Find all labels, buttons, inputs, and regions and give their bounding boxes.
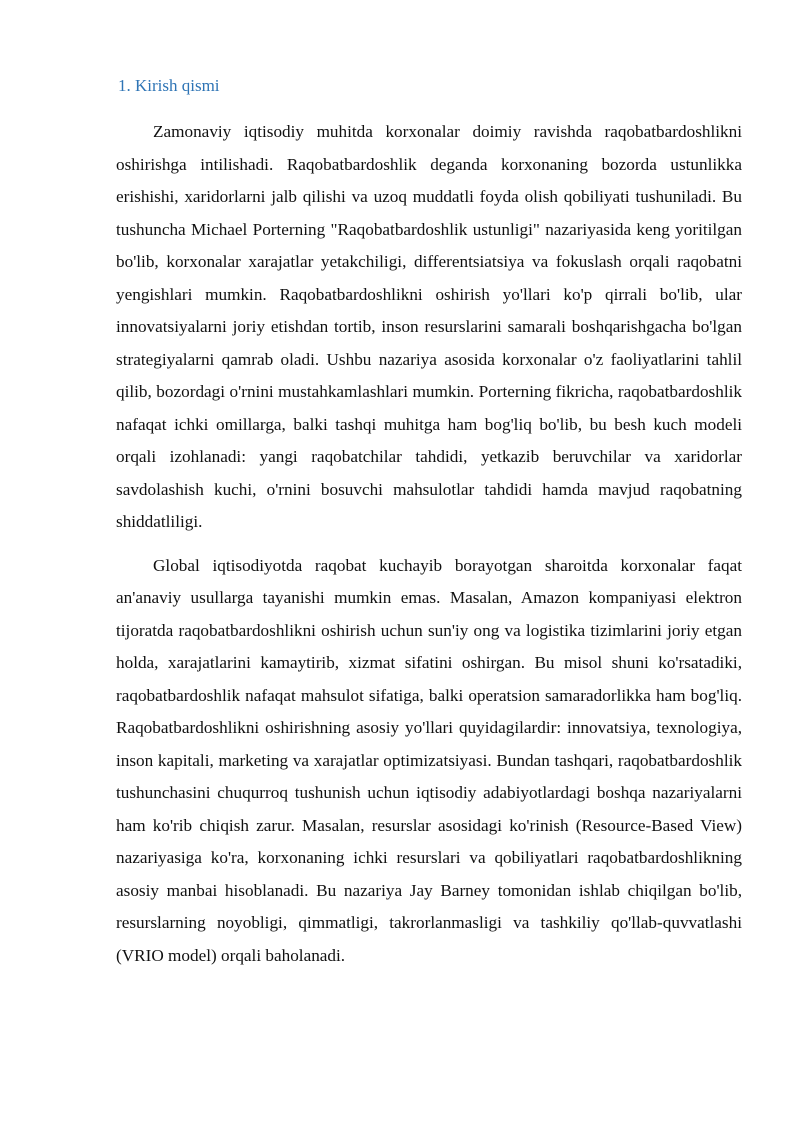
paragraph-intro: Zamonaviy iqtisodiy muhitda korxonalar doimiy ravishda raqobatbardoshlikni oshirishga intilishadi. Raqobatbardoshlik deganda korxonaning bozorda ustunlikka erishishi, xaridorlarni jalb qilishi va uzoq muddatli foyda olish qobiliyati tushuniladi. Bu tushuncha Michael Porterning "Raqobatbardoshlik ustunligi" nazariyasida keng yoritilgan bo'lib, korxonalar xarajatlar yetakchiligi, differentsiatsiya va fokuslash orqali raqobatni yengishlari mumkin. Raqobatbardoshlikni oshirish yo'llari ko'p qirrali bo'lib, ular innovatsiyalarni joriy etishdan tortib, inson resurslarini samarali boshqarishgacha bo'lgan strategiyalarni qamrab oladi. Ushbu nazariya asosida korxonalar o'z faoliyatlarini tahlil qilib, bozordagi o'rnini mustahkamlashlari mumkin. Porterning fikricha, raqobatbardoshlik nafaqat ichki omillarga, balki tashqi muhitga ham bog'liq bo'lib, bu besh kuch modeli orqali izohlanadi: yangi raqobatchilar tahdidi, yetkazib beruvchilar va xaridorlar savdolashish kuchi, o'rnini bosuvchi mahsulotlar tahdidi hamda mavjud raqobatning shiddatliligi.	[116, 122, 742, 531]
section-heading: 1. Kirish qismi	[118, 76, 220, 95]
paragraph-global-economy: Global iqtisodiyotda raqobat kuchayib borayotgan sharoitda korxonalar faqat an'anaviy usullarga tayanishi mumkin emas. Masalan, Amazon kompaniyasi elektron tijoratda raqobatbardoshlikni oshirish uchun sun'iy ong va logistika tizimlarini joriy etgan holda, xarajatlarini kamaytirib, xizmat sifatini oshirgan. Bu misol shuni ko'rsatadiki, raqobatbardoshlik nafaqat mahsulot sifatiga, balki operatsion samaradorlikka ham bog'liq. Raqobatbardoshlikni oshirishning asosiy yo'llari quyidagilardir: innovatsiya, texnologiya, inson kapitali, marketing va xarajatlar optimizatsiyasi. Bundan tashqari, raqobatbardoshlik tushunchasini chuqurroq tushunish uchun iqtisodiy adabiyotlardagi boshqa nazariyalarni ham ko'rib chiqish zarur. Masalan, resurslar asosidagi ko'rinish (Resource-Based View) nazariyasiga ko'ra, korxonaning ichki resurslari va qobiliyatlari raqobatbardoshlikning asosiy manbai hisoblanadi. Bu nazariya Jay Barney tomonidan ishlab chiqilgan bo'lib, resurslarning noyobligi, qimmatligi, takrorlanmasligi va tashkiliy qo'llab-quvvatlashi (VRIO model) orqali baholanadi.	[116, 555, 742, 965]
section-body	[116, 116, 742, 972]
